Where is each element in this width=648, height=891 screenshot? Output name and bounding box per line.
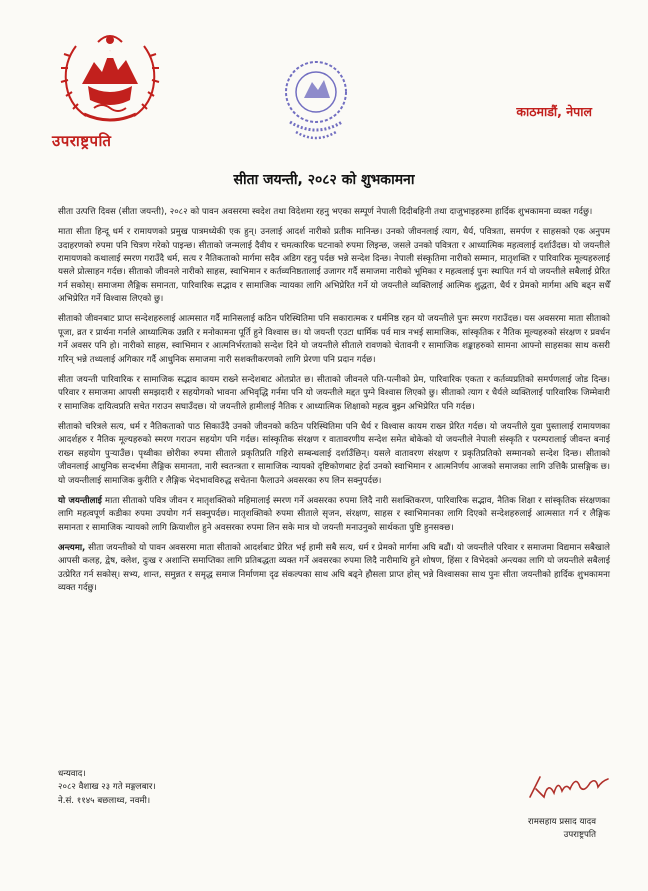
letter-body (58, 206, 610, 602)
nepal-national-emblem-icon (54, 28, 166, 130)
signatory-name: रामसहाय प्रसाद यादव (528, 817, 596, 827)
paragraph: अन्त्यमा, सीता जयन्तीको यो पावन अवसरमा माता सीताको आदर्शबाट प्रेरित भई हामी सबै सत्य, धर्म र प्रेमको मार्गमा अघि बढौं। यो जयन्तीले परिवार र समाजमा विद्यमान सबैखाले आपसी कलह, द्वेष, क्लेश, दुःख र अशान्ति समाप्तिका लागि प्रतिबद्धता व्यक्त गर्ने अवसरका रुपमा लिदै नारीमाथि हुने शोषण, हिंसा र विभेदको अन्त्यका लागि यो जयन्तीले सबैलाई उत्प्रेरित गर्न सकोस्। सभ्य, शान्त, समुन्नत र समृद्ध समाज निर्माणमा दृढ संकल्पका साथ अघि बढ्ने हौसला प्राप्त होस् भन्ने विश्वासका साथ पुनः सीता जयन्तीको हार्दिक शुभकामना व्यक्त गर्दछु। (58, 542, 610, 593)
place-label: काठमाडौं, नेपाल (516, 104, 592, 119)
office-title: उपराष्ट्रपति (52, 132, 112, 150)
paragraph: सीताको चरित्रले सत्य, धर्म र नैतिकताको पाठ सिकाउँदै उनको जीवनको कठिन परिस्थितिमा पनि धैर्य र विश्वास कायम राख्न प्रेरित गर्दछ। यो जयन्तीले युवा पुस्तालाई रामायणका आदर्शहरु र नैतिक मूल्यहरुको स्मरण गराउन सहयोग पनि गर्दछ। सांस्कृतिक संरक्षण र वातावरणीय सन्देश समेत बोकेको यो जयन्तीले नेपाली संस्कृति र परम्परालाई जीवन्त बनाई राख्न सहयोग पुर्‍याउँछ। पृथ्वीका छोरीका रुपमा सीताले प्रकृतिप्रति गहिरो सम्बन्धलाई दर्शाउँछिन्। यसले वातावरण संरक्षण र प्रकृतिप्रतिको सम्मानको सन्देश दिन्छ। सीताको जीवनलाई आधुनिक सन्दर्भमा लैङ्गिक समानता, नारी स्वतन्त्रता र सामाजिक न्यायको दृष्टिकोणबाट हेर्दा उनको स्वाभिमान र आत्मनिर्णय आजको समाजका लागि उत्तिकै प्रासङ्गिक छ। यो जयन्तीलाई सामाजिक कुरीति र लैङ्गिक भेदभावविरुद्ध सचेतना फैलाउने अवसरका रुप लिन सक्नुपर्दछ। (58, 421, 610, 486)
paragraph: सीता उत्पत्ति दिवस (सीता जयन्ती), २०८२ को पावन अवसरमा स्वदेश तथा विदेशमा रहनु भएका सम्पूर्ण नेपाली दिदीबहिनी तथा दाजुभाइहरुमा हार्दिक शुभकामना व्यक्त गर्दछु। (58, 207, 593, 217)
paragraph: यो जयन्तीलाई माता सीताको पवित्र जीवन र मातृशक्तिको महिमालाई स्मरण गर्ने अवसरका रुपमा लिदै नारी सशक्तिकरण, पारिवारिक सद्भाव, नैतिक शिक्षा र सांस्कृतिक संरक्षणका लागि महत्वपूर्ण कडीका रुपमा उपयोग गर्न सक्नुपर्दछ। मातृशक्तिको रुपमा सीताले सृजन, संरक्षण, साहस र स्वाभिमानका लागि दिएको सन्देशहरुलाई आत्मसात गर्न र लैङ्गिक समानता र सामाजिक न्यायको लागि क्रियाशील हुने अवसरका रुपमा लिन सके मात्र यो जयन्ती मनाउनुको सार्थकता पुष्टि हुनसक्छ। (58, 495, 610, 533)
paragraph: सीताको जीवनबाट प्राप्त सन्देशहरुलाई आत्मसात गर्दै मानिसलाई कठिन परिस्थितिमा पनि सकारात्मक र धर्मनिष्ठ रहन यो जयन्तीले पुनः स्मरण गराउँदछ। यस अवसरमा माता सीताको पूजा, व्रत र प्रार्थना गर्नाले आध्यात्मिक उन्नति र मनोकामना पूर्ति हुने विश्वास छ। यो जयन्ती एउटा धार्मिक पर्व मात्र नभई सामाजिक, सांस्कृतिक र नैतिक मूल्यहरुको संरक्षण र प्रवर्धन गर्ने अवसर पनि हो। नारीको साहस, स्वाभिमान र आत्मनिर्भरताको सन्देश दिने यो जयन्तीले सीताले रावणको चेतावनी र सामाजिक शङ्काहरुको सामना आफ्नो साहसका साथ कसरी गरिन् भन्ने तथ्यलाई अगिकार गर्दै आधुनिक समाजमा नारी सशक्तीकरणको लागि प्रेरणा पनि प्रदान गर्दछ। (58, 314, 610, 365)
paragraph: माता सीता हिन्दू धर्म र रामायणको प्रमुख पात्रमध्येकी एक हुन्। उनलाई आदर्श नारीको प्रतीक मानिन्छ। उनको जीवनलाई त्याग, धैर्य, पवित्रता, समर्पण र साहसको एक अनुपम उदाहरणको रुपमा पनि चित्रण गरेको पाइन्छ। सीताको जन्मलाई दैवीय र चमत्कारिक घटनाको रुपमा लिइन्छ, जसले उनको पवित्रता र आध्यात्मिक महत्वलाई दर्शाउँदछ। यो जयन्तीले रामायणको कथालाई स्मरण गराउँदै धर्म, सत्य र नैतिकताको मार्गमा सदैव अडिग रहनु पर्दछ भन्ने सन्देश दिन्छ। नेपाली संस्कृतिमा नारीको सम्मान, मातृशक्ति र पारिवारिक मूल्यहरुलाई यसले प्रोत्साहन गर्दछ। सीताको जीवनले नारीको साहस, स्वाभिमान र कर्तव्यनिष्ठतालाई उजागर गर्दै समाजमा नारीको भूमिका र महत्वलाई पुनः स्थापित गर्न यो जयन्तीले सबैलाई प्रेरित गर्न सकोस्। समाजमा लैङ्गिक समानता, पारिवारिक सद्भाव र सामाजिक न्यायका लागि अभिप्रेरित गर्ने यो जयन्तीले व्यक्तिलाई आत्मिक शुद्धता, धैर्य र प्रेमको मार्गमा अघि बढ्न सधैँ अभिप्रेरित गर्ने विश्वास लिएको छु। (58, 227, 610, 305)
paragraph: सीता जयन्ती पारिवारिक र सामाजिक सद्भाव कायम राख्ने सन्देशबाट ओतप्रोत छ। सीताको जीवनले पति-पत्नीको प्रेम, पारिवारिक एकता र कर्तव्यप्रतिको समर्पणलाई जोड दिन्छ। परिवार र समाजमा आपसी समझदारी र सहयोगको भावना अभिवृद्धि गर्नमा पनि यो जयन्तीले मद्दत पुग्ने विश्वास लिएको छु। सीताको त्याग र धैर्यले व्यक्तिलाई पारिवारिक जिम्मेवारी र सामाजिक दायित्वप्रति सचेत गराउन सघाउँदछ। यो जयन्तीले हामीलाई नैतिक र आध्यात्मिक शिक्षाको महत्व बुझ्न अभिप्रेरित पनि गर्दछ। (58, 374, 610, 412)
date-ns: ने.सं. ११४५ बछलाथ्व, नवमी। (58, 795, 151, 806)
thanks-line: धन्यवाद। (58, 769, 86, 779)
signatory-block (528, 816, 596, 842)
letter-title: सीता जयन्ती, २०८२ को शुभकामना (233, 172, 415, 188)
signatory-title: उपराष्ट्रपति (563, 830, 596, 840)
date-bs: २०८२ वैशाख २३ गते मङ्गलबार। (58, 782, 156, 793)
handwritten-signature (526, 771, 612, 803)
office-seal-icon (270, 52, 362, 144)
closing-block (58, 768, 156, 808)
